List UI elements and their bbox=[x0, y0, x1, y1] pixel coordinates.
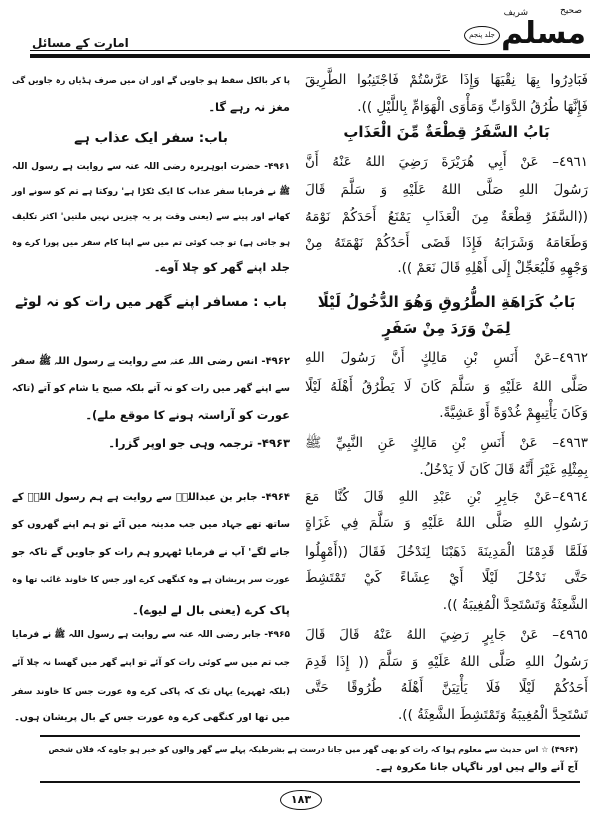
text-line: تَسْتَحِدَّ الْمُغِيبَةُ وَتَمْتَشِطَ الشَّعِثَةُ )). bbox=[398, 707, 588, 723]
text-line: (بلکہ ٹھہرے) یہاں تک کہ پاکی کرے وہ عورت جس کا خاوند سفر bbox=[12, 687, 290, 697]
text-line: ۴۹۶۳- ترجمہ وہی جو اوپر گزرا۔ bbox=[108, 436, 290, 450]
text-line: عورت کو آراستہ ہونے کا موقع ملے)۔ bbox=[85, 408, 290, 422]
text-line: ۴۹۶۵- جابر رضی اللہ عنہ سے روایت ہے رسول اللہ ﷺ نے فرمایا bbox=[12, 630, 290, 640]
text-line: جانے لگے' آپ نے فرمایا ٹھہرو ہم رات کو جاویں گے تاکہ جو bbox=[12, 547, 290, 558]
text-line: ۴۹۶۱- حضرت ابوہریرہ رضی اللہ عنہ سے روایت ہے رسول اللہ bbox=[12, 162, 290, 172]
footnote-line: آج آنے والے ہیں اور ناگہاں جانا مکروہ ہے۔ bbox=[375, 762, 578, 773]
text-line: رَسُولِ اللهِ صَلَّى اللهُ عَلَيْهِ وَ سَلَّمَ فِي غَزَاةٍ bbox=[305, 515, 588, 531]
chapter-heading: بَابُ السَّفَرُ قِطْعَةٌ مِّنَ الْعَذَابِ bbox=[343, 123, 550, 141]
text-line: ٤٩٦٤–عَنْ جَابِرِ بْنِ عَبْدِ اللهِ قَالَ كُنَّا مَعَ bbox=[305, 489, 588, 505]
running-section-title: امارت کے مسائل bbox=[32, 36, 129, 50]
text-line: صَلَّى اللهُ عَلَيْهِ وَ سَلَّمَ كَانَ لَا يَطْرُقُ أَهْلَهُ لَيْلًا bbox=[305, 379, 588, 395]
text-line: وَجْهِهِ فَلْيُعَجِّلْ إِلَى أَهْلِهِ قَالَ نَعَمْ )). bbox=[397, 260, 588, 276]
text-line: رَسُولُ اللهِ صَلَّى اللهُ عَلَيْهِ وَ سَلَّمَ (( إِذَا قَدِمَ bbox=[305, 654, 588, 670]
text-line: بِمِثْلِهِ غَيْرَ أَنَّهُ قَالَ كَانَ لَا يَدْخُلُ. bbox=[419, 462, 588, 478]
text-line: میں تھا اور کنگھی کرے وہ عورت جس کے بال پریشان ہوں۔ bbox=[14, 712, 290, 723]
text-line: پا کر بالکل سقط ہو جاویں گے اور ان میں صرف ہڈیاں رہ جاویں گی bbox=[12, 75, 290, 85]
text-line: فَبَادِرُوا بِهَا نِقْيَهَا وَإِذَا عَرَّسْتُمْ فَاجْتَنِبُوا الطَّرِيقَ bbox=[305, 72, 588, 88]
text-line: حَتَّى نَدْخُلَ لَيْلًا أَيْ عِشَاءً كَيْ تَمْتَشِطَ bbox=[305, 570, 588, 586]
text-line: ((السَّفَرُ قِطْعَةٌ مِنَ الْعَذَابِ يَمْنَعُ أَحَدَكُمْ نَوْمَهُ bbox=[305, 209, 588, 225]
logo-sahih: صحیح bbox=[560, 6, 582, 16]
header-rule bbox=[30, 50, 450, 51]
book-logo bbox=[436, 6, 586, 56]
page-number: ۱۸۳ bbox=[280, 790, 322, 810]
text-line: ٤٩٦٣– عَنْ أَنَسِ بْنِ مَالِكٍ عَنِ النَّبِيِّ ﷺ bbox=[305, 435, 588, 451]
text-line: ۴۹۶۲- انس رضی اللہ عنہ سے روایت ہے رسول اللہ ﷺ سفر bbox=[12, 356, 290, 367]
text-line: جب تم میں سے کوئی رات کو آئے تو اپنے گھر میں گھسا نہ چلا آئے bbox=[12, 658, 290, 668]
footnote-line: (۴۹۶۴) ☆ اس حدیث سے معلوم ہوا کہ رات کو بھی گھر میں جانا درست ہے بشرطیکہ پہلے سے گھر والوں کو خبر ہو جاوے کہ فلاں شخص bbox=[48, 745, 578, 754]
text-line: پاک کرے (یعنی بال لے لیوے)۔ bbox=[131, 603, 290, 617]
text-line: فَلَمَّا قَدِمْنَا الْمَدِينَةَ ذَهَبْنَا لِنَدْخُلَ فَقَالَ ((أَمْهِلُوا bbox=[305, 544, 588, 560]
footnote-bottom-rule bbox=[40, 781, 580, 783]
text-line: ﷺ نے فرمایا سفر عذاب کا ایک ٹکڑا ہے' روکتا ہے تم کو سونے اور bbox=[12, 187, 290, 197]
text-line: وَكَانَ يَأْتِيهِمْ غُدْوَةً أَوْ عَشِيَّةً. bbox=[439, 405, 588, 421]
text-line: فَإِنَّهَا طُرُقُ الدَّوَابِّ وَمَأْوَى الْهَوَامِّ بِاللَّيْلِ )). bbox=[357, 99, 588, 115]
text-line: ٤٩٦١– عَنْ أَبِي هُرَيْرَةَ رَضِيَ اللهُ عَنْهُ أَنَّ bbox=[305, 154, 588, 170]
text-line: رَسُولَ اللهِ صَلَّى اللهُ عَلَيْهِ وَ سَلَّمَ قَالَ bbox=[305, 182, 588, 198]
text-line: ساتھ تھے جہاد میں جب مدینہ میں آئے تو ہم اپنے گھروں کو bbox=[12, 519, 290, 530]
chapter-heading: بَابُ كَرَاهَةِ الطُّرُوقِ وَهُوَ الدُّخُولُ لَيْلًا bbox=[317, 293, 576, 311]
text-line: أَحَدُكُمْ لَيْلًا فَلَا يَأْتِيَنَّ أَهْلَهُ طُرُوقًا حَتَّى bbox=[305, 680, 588, 696]
text-line: سے اپنے گھر میں رات کو نہ آتے بلکہ صبح یا شام کو آتے (تاکہ bbox=[12, 383, 290, 394]
text-line: جلد اپنے گھر کو چلا آوے۔ bbox=[153, 260, 290, 274]
chapter-heading: باب : مسافر اپنے گھر میں رات کو نہ لوٹے bbox=[15, 294, 287, 310]
text-line: کھانے اور پینے سے (یعنی وقت پر یہ چیزیں نہیں ملتیں' اکثر تکلیف bbox=[12, 212, 290, 222]
text-line: ہو جاتی ہے) تو جب کوئی تم میں سے اپنا کام سفر میں پورا کرے وہ bbox=[12, 237, 290, 247]
volume-badge: جلد پنجم bbox=[464, 26, 500, 45]
text-line: ٤٩٦٢–عَنْ أَنَسِ بْنِ مَالِكٍ أَنَّ رَسُولَ اللهِ bbox=[305, 350, 588, 366]
logo-muslim: مسلم bbox=[501, 16, 586, 51]
text-line: الشَّعِثَةُ وَتَسْتَحِدَّ الْمُغِيبَةُ )). bbox=[442, 597, 588, 613]
text-line: وَطَعَامَهُ وَشَرَابَهُ فَإِذَا قَضَى أَحَدُكُمْ نَهْمَتَهُ مِنْ bbox=[305, 235, 588, 251]
text-line: عورت سر پریشان ہے وہ کنگھی کرے اور جس کا خاوند غائب تھا وہ bbox=[12, 575, 290, 585]
chapter-heading: لِمَنْ وَرَدَ مِنْ سَفَرٍ bbox=[382, 319, 511, 337]
text-line: مغز نہ رہے گا۔ bbox=[208, 100, 290, 114]
header-thick-rule bbox=[30, 54, 590, 58]
footnote-top-rule bbox=[40, 735, 580, 737]
text-line: ۴۹۶۴- جابر بن عبداللہؓ سے روایت ہے ہم رسول اللہؐ کے bbox=[12, 492, 290, 503]
logo-sharif: شریف bbox=[503, 8, 528, 18]
text-line: ٤٩٦٥– عَنْ جَابِرٍ رَضِيَ اللهُ عَنْهُ قَالَ قَالَ bbox=[305, 627, 588, 643]
chapter-heading: باب: سفر ایک عذاب ہے bbox=[74, 130, 228, 146]
